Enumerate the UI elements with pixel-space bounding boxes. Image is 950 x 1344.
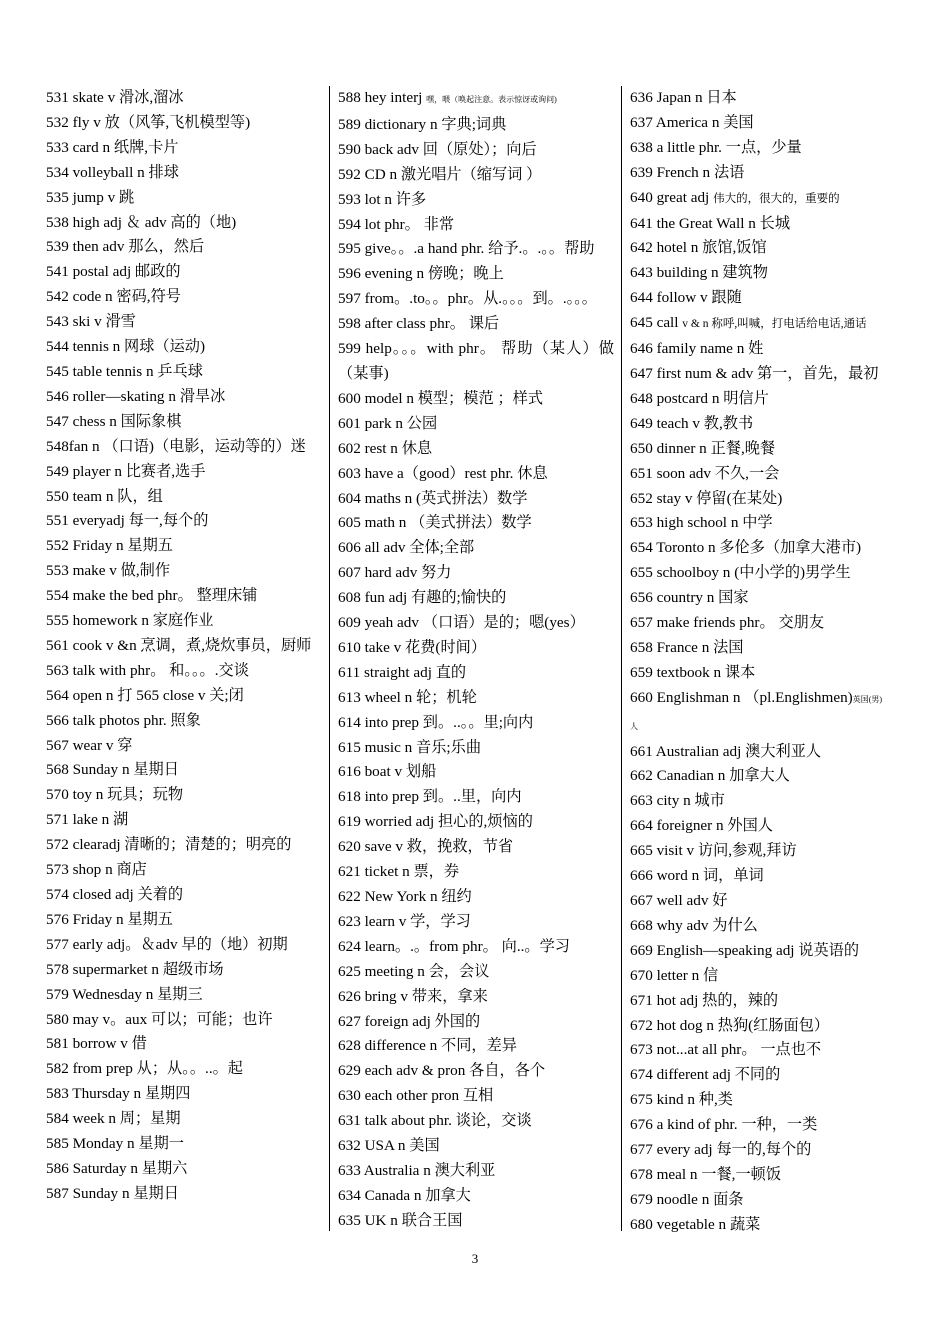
vocab-entry xyxy=(338,188,614,213)
vocab-entry xyxy=(630,814,906,839)
vocab-entry xyxy=(46,584,322,609)
vocab-entry-text: 533 card n 纸牌,卡片 xyxy=(46,138,179,156)
vocab-entry-text: 613 wheel n 轮；机轮 xyxy=(338,688,477,706)
vocab-entry-text: 582 from prep 从；从。。..。起 xyxy=(46,1060,243,1078)
vocab-entry-text: 549 player n 比赛者,选手 xyxy=(46,462,206,480)
vocab-entry-text: 616 boat v 划船 xyxy=(338,763,437,781)
vocab-entry-text: 639 French n 法语 xyxy=(630,163,745,181)
vocab-entry xyxy=(46,883,322,908)
vocab-entry-text: 583 Thursday n 星期四 xyxy=(46,1085,191,1103)
vocab-entry-text: 546 roller—skating n 滑旱冰 xyxy=(46,387,226,405)
vocab-entry-text: 618 into prep 到。..里，向内 xyxy=(338,788,522,806)
vocab-entry xyxy=(46,335,322,360)
vocab-entry xyxy=(46,285,322,310)
vocab-entry xyxy=(630,487,906,512)
vocab-entry xyxy=(46,1132,322,1157)
vocab-entry-text: 548fan n （口语)（电影，运动等的）迷 xyxy=(46,437,306,455)
vocab-entry xyxy=(630,311,906,337)
vocab-entry-text: 638 a little phr. 一点，少量 xyxy=(630,138,802,156)
vocab-entry xyxy=(338,1134,614,1159)
vocab-entry xyxy=(46,983,322,1008)
vocab-entry-text: 670 letter n 信 xyxy=(630,966,719,984)
vocab-entry xyxy=(338,1059,614,1084)
vocab-entry xyxy=(630,1088,906,1113)
vocab-entry xyxy=(338,412,614,437)
vocab-entry xyxy=(338,312,614,337)
vocab-entry-text: 597 from。.to。。phr。从.。。。到。.。。。 xyxy=(338,290,597,308)
vocab-entry-text: 595 give。。.a hand phr. 给予.。.。。帮助 xyxy=(338,240,595,258)
vocab-entry xyxy=(630,362,906,387)
vocab-entry xyxy=(46,410,322,435)
vocab-entry xyxy=(630,1138,906,1163)
vocab-entry-text: 664 foreigner n 外国人 xyxy=(630,817,773,835)
vocab-entry-text: 640 great adj xyxy=(630,188,714,206)
vocab-entry xyxy=(46,509,322,534)
vocab-entry xyxy=(46,86,322,111)
vocab-entry xyxy=(630,412,906,437)
vocab-entry xyxy=(630,1213,906,1238)
vocab-entry-text: 545 table tennis n 乒乓球 xyxy=(46,362,203,380)
vocab-entry-text: 577 early adj。＆adv 早的（地）初期 xyxy=(46,935,288,953)
vocab-entry-text: 660 Englishman n （pl.Englishmen) xyxy=(630,688,853,706)
vocab-entry xyxy=(630,511,906,536)
vocab-entry xyxy=(630,462,906,487)
vocab-entry xyxy=(338,213,614,238)
vocab-entry-text: 679 noodle n 面条 xyxy=(630,1190,744,1208)
vocab-entry-text: 674 different adj 不同的 xyxy=(630,1066,781,1084)
vocab-entry-text: 621 ticket n 票，券 xyxy=(338,863,460,881)
vocab-entry-text: 561 cook v &n 烹调，煮,烧炊事员，厨师 xyxy=(46,636,312,654)
vocab-entry-text: 553 make v 做,制作 xyxy=(46,562,171,580)
vocab-entry-text: 630 each other pron 互相 xyxy=(338,1087,494,1105)
vocab-entry xyxy=(630,337,906,362)
vocab-entry-text: 567 wear v 穿 xyxy=(46,736,133,754)
vocab-entry-text: 554 make the bed phr。 整理床铺 xyxy=(46,587,258,605)
vocab-entry-text: 608 fun adj 有趣的;愉快的 xyxy=(338,589,507,607)
vocab-entry xyxy=(630,236,906,261)
vocab-entry xyxy=(338,437,614,462)
vocab-entry-text: 627 foreign adj 外国的 xyxy=(338,1012,481,1030)
vocab-entry-text: 663 city n 城市 xyxy=(630,792,725,810)
vocab-entry-text: 672 hot dog n 热狗(红肠面包） xyxy=(630,1016,830,1034)
vocab-entry xyxy=(46,360,322,385)
column-divider xyxy=(621,86,622,1231)
vocab-entry xyxy=(338,387,614,412)
vocab-entry xyxy=(338,163,614,188)
vocab-entry xyxy=(46,385,322,410)
vocab-column-3 xyxy=(630,86,906,1231)
vocab-entry-text: 576 Friday n 星期五 xyxy=(46,910,173,928)
vocab-entry xyxy=(338,1084,614,1109)
vocab-entry-text: 647 first num & adv 第一，首先，最初 xyxy=(630,364,879,382)
vocab-entry-text: 637 America n 美国 xyxy=(630,113,754,131)
vocab-entry-text: 625 meeting n 会，会议 xyxy=(338,962,490,980)
vocab-entry-text: 619 worried adj 担心的,烦恼的 xyxy=(338,813,533,831)
vocab-entry-text: 564 open n 打 565 close v 关;闭 xyxy=(46,686,244,704)
vocab-column-1 xyxy=(46,86,322,1231)
vocab-entry-text: 658 France n 法国 xyxy=(630,638,744,656)
vocab-entry-text: 573 shop n 商店 xyxy=(46,861,147,879)
vocab-entry xyxy=(630,611,906,636)
vocab-entry xyxy=(630,713,906,740)
vocab-entry xyxy=(338,138,614,163)
vocab-entry-text: 633 Australia n 澳大利亚 xyxy=(338,1161,496,1179)
vocab-entry xyxy=(630,1038,906,1063)
vocab-entry-text: 607 hard adv 努力 xyxy=(338,564,452,582)
vocab-entry xyxy=(338,636,614,661)
vocab-entry-text: 656 country n 国家 xyxy=(630,589,749,607)
vocab-entry xyxy=(338,1159,614,1184)
vocab-entry-text: 676 a kind of phr. 一种，一类 xyxy=(630,1116,818,1134)
vocab-entry-text: 571 lake n 湖 xyxy=(46,811,129,829)
vocab-entry-text: 629 each adv & pron 各自，各个 xyxy=(338,1062,546,1080)
vocab-entry-text: 586 Saturday n 星期六 xyxy=(46,1159,188,1177)
vocab-entry xyxy=(630,136,906,161)
vocab-entry xyxy=(630,964,906,989)
vocab-entry xyxy=(630,1014,906,1039)
vocab-entry-text: 657 make friends phr。 交朋友 xyxy=(630,614,825,632)
vocab-entry-text: 604 maths n (英式拼法）数学 xyxy=(338,489,528,507)
vocab-entry xyxy=(46,684,322,709)
vocab-entry xyxy=(338,711,614,736)
vocab-entry-text: 542 code n 密码,符号 xyxy=(46,288,181,306)
vocab-entry xyxy=(338,561,614,586)
vocab-entry xyxy=(630,1113,906,1138)
vocab-entry-text: 624 learn。.。from phr。 向..。学习 xyxy=(338,937,570,955)
vocab-entry xyxy=(46,559,322,584)
vocab-entry xyxy=(46,933,322,958)
vocab-entry-text: 589 dictionary n 字典;词典 xyxy=(338,115,507,133)
vocab-entry-text: 587 Sunday n 星期日 xyxy=(46,1184,179,1202)
vocab-entry xyxy=(630,86,906,111)
vocab-entry-text: 568 Sunday n 星期日 xyxy=(46,761,179,779)
vocab-entry xyxy=(338,686,614,711)
vocab-entry-text: 643 building n 建筑物 xyxy=(630,264,768,282)
vocab-entry xyxy=(46,833,322,858)
vocab-entry-text: 578 supermarket n 超级市场 xyxy=(46,960,224,978)
vocab-entry xyxy=(46,460,322,485)
vocab-entry xyxy=(630,636,906,661)
vocab-entry xyxy=(338,935,614,960)
vocab-entry xyxy=(46,310,322,335)
vocab-entry xyxy=(630,212,906,237)
vocab-entry xyxy=(338,760,614,785)
vocab-entry xyxy=(338,736,614,761)
vocab-entry xyxy=(46,161,322,186)
vocab-entry xyxy=(46,659,322,684)
vocab-entry xyxy=(630,1163,906,1188)
page-number: 3 xyxy=(471,1251,479,1266)
vocab-entry xyxy=(46,858,322,883)
vocab-entry-text: 652 stay v 停留(在某处) xyxy=(630,489,783,507)
vocab-entry-text: 544 tennis n 网球（运动) xyxy=(46,338,206,356)
vocab-entry-text: 599 help。。。with phr。 帮助（某人）做（某事) xyxy=(338,340,614,382)
vocab-entry xyxy=(46,136,322,161)
vocab-entry-text: 615 music n 音乐;乐曲 xyxy=(338,738,482,756)
vocab-entry xyxy=(46,1032,322,1057)
vocab-entry-text: 667 well adv 好 xyxy=(630,892,728,909)
vocab-entry-text: 653 high school n 中学 xyxy=(630,514,773,532)
vocab-entry-text: 566 talk photos phr. 照象 xyxy=(46,711,201,729)
vocab-entry-text: 539 then adv 那么，然后 xyxy=(46,238,205,256)
vocab-entry xyxy=(338,1010,614,1035)
vocab-entry-text: 632 USA n 美国 xyxy=(338,1137,440,1155)
vocab-entry xyxy=(46,111,322,136)
vocab-entry-text: 585 Monday n 星期一 xyxy=(46,1135,184,1153)
vocab-entry xyxy=(338,960,614,985)
vocab-entry xyxy=(338,86,614,113)
vocab-entry xyxy=(46,235,322,260)
vocab-entry xyxy=(338,785,614,810)
vocab-entry-text: 532 fly v 放（风筝,飞机模型等) xyxy=(46,113,251,131)
vocab-entry-text: 649 teach v 教,教书 xyxy=(630,414,754,432)
vocab-entry-text: 648 postcard n 明信片 xyxy=(630,389,769,407)
vocab-entry-text: 550 team n 队，组 xyxy=(46,487,163,505)
vocab-column-2 xyxy=(338,86,614,1231)
vocab-entry-text: 602 rest n 休息 xyxy=(338,439,433,457)
vocab-entry-text: 555 homework n 家庭作业 xyxy=(46,612,214,630)
vocab-entry-text: 551 everyadj 每一,每个的 xyxy=(46,512,209,530)
vocab-entry-text: 581 borrow v 借 xyxy=(46,1035,147,1053)
vocab-entry-text: 626 bring v 带来，拿来 xyxy=(338,987,488,1005)
vocab-entry xyxy=(46,609,322,634)
vocab-entry xyxy=(46,808,322,833)
vocab-entry-text: 641 the Great Wall n 长城 xyxy=(630,214,791,232)
vocab-entry xyxy=(338,985,614,1010)
vocab-entry-definition: v & n 称呼,叫喊，打电话给电话,通话 xyxy=(682,318,867,331)
vocab-entry-text: 680 vegetable n 蔬菜 xyxy=(630,1215,761,1233)
vocab-entry xyxy=(338,810,614,835)
vocab-entry xyxy=(46,485,322,510)
vocab-entry-text: 605 math n （美式拼法）数学 xyxy=(338,514,532,532)
vocab-entry-text: 592 CD n 激光唱片（缩写词 ） xyxy=(338,165,542,183)
vocab-entry xyxy=(630,864,906,889)
vocab-entry-text: 644 follow v 跟随 xyxy=(630,289,742,307)
vocab-entry-text: 646 family name n 姓 xyxy=(630,340,764,358)
vocab-entry-text: 590 back adv 回（原处）；向后 xyxy=(338,140,537,158)
vocab-entry-text: 654 Toronto n 多伦多（加拿大港市) xyxy=(630,539,862,557)
vocab-entry-text: 534 volleyball n 排球 xyxy=(46,163,179,181)
vocab-entry xyxy=(630,561,906,586)
vocab-entry-text: 671 hot adj 热的，辣的 xyxy=(630,991,779,1009)
vocab-entry-text: 547 chess n 国际象棋 xyxy=(46,412,182,430)
vocab-entry xyxy=(46,1082,322,1107)
vocab-entry-text: 574 closed adj 关着的 xyxy=(46,886,184,903)
vocab-entry xyxy=(338,661,614,686)
vocab-entry xyxy=(46,734,322,759)
vocab-entry xyxy=(46,1182,322,1207)
vocab-entry-text: 580 may v。aux 可以；可能；也许 xyxy=(46,1010,273,1028)
vocab-entry xyxy=(630,437,906,462)
vocab-entry-text: 598 after class phr。 课后 xyxy=(338,315,500,333)
vocab-entry-text: 628 difference n 不同，差异 xyxy=(338,1037,517,1055)
vocab-entry-text: 642 hotel n 旅馆,饭馆 xyxy=(630,239,767,257)
vocab-entry xyxy=(338,910,614,935)
vocab-entry-text: 594 lot phr。 非常 xyxy=(338,215,455,233)
vocab-entry-text: 636 Japan n 日本 xyxy=(630,89,737,106)
vocab-entry xyxy=(46,634,322,659)
vocab-entry xyxy=(338,835,614,860)
vocab-entry-text: 659 textbook n 课本 xyxy=(630,663,756,681)
vocab-entry-text: 650 dinner n 正餐,晚餐 xyxy=(630,439,776,457)
vocab-entry-text: 651 soon adv 不久,一会 xyxy=(630,464,780,482)
vocab-entry xyxy=(46,783,322,808)
vocab-entry xyxy=(630,789,906,814)
vocab-entry-text: 606 all adv 全体;全部 xyxy=(338,539,475,557)
vocab-entry-text: 563 talk with phr。 和。。。.交谈 xyxy=(46,661,249,679)
vocab-entry xyxy=(338,462,614,487)
column-divider xyxy=(329,86,330,1231)
vocab-entry-text: 588 hey interj xyxy=(338,89,427,106)
vocab-entry-text: 570 toy n 玩具；玩物 xyxy=(46,786,184,804)
vocab-entry-text: 600 model n 模型；模范 ；样式 xyxy=(338,389,544,407)
vocab-entry-text: 609 yeah adv （口语）是的；嗯(yes） xyxy=(338,614,585,632)
vocab-entry xyxy=(338,511,614,536)
vocab-entry xyxy=(46,1107,322,1132)
vocab-entry xyxy=(338,611,614,636)
vocab-entry xyxy=(630,1188,906,1213)
vocab-entry-text: 584 week n 周；星期 xyxy=(46,1110,181,1128)
vocab-entry xyxy=(46,534,322,559)
vocab-entry-text: 614 into prep 到。..。。里;向内 xyxy=(338,713,534,731)
vocab-entry-text: 631 talk about phr. 谈论，交谈 xyxy=(338,1112,532,1130)
vocab-entry xyxy=(630,939,906,964)
vocab-entry xyxy=(630,1063,906,1088)
vocab-entry-text: 662 Canadian n 加拿大人 xyxy=(630,767,790,785)
vocab-entry-text: 611 straight adj 直的 xyxy=(338,663,467,681)
vocab-entry-definition: 伟大的，很大的，重要的 xyxy=(713,192,840,205)
vocab-entry xyxy=(46,260,322,285)
vocab-entry xyxy=(338,337,614,387)
vocab-entry-text: 603 have a（good）rest phr. 休息 xyxy=(338,464,548,482)
vocab-entry-text: 675 kind n 种,类 xyxy=(630,1091,733,1109)
vocab-entry xyxy=(338,287,614,312)
vocab-entry-note: 嘿，喂（唤起注意。表示惊讶或询问) xyxy=(426,95,557,104)
vocab-entry-note: 英国(男) xyxy=(852,694,883,704)
vocab-entry xyxy=(630,661,906,686)
vocab-entry-note: 人 xyxy=(630,721,638,731)
vocab-entry xyxy=(338,1184,614,1209)
vocab-entry-text: 620 save v 救，挽救，节省 xyxy=(338,838,514,856)
vocab-entry xyxy=(46,1008,322,1033)
vocab-entry-text: 635 UK n 联合王国 xyxy=(338,1211,463,1229)
vocab-entry xyxy=(630,889,906,914)
vocab-entry-text: 593 lot n 许多 xyxy=(338,190,427,208)
vocab-entry xyxy=(338,885,614,910)
vocab-entry xyxy=(338,237,614,262)
vocab-entry xyxy=(46,908,322,933)
vocab-entry-text: 531 skate v 滑冰,溜冰 xyxy=(46,89,184,106)
vocab-entry xyxy=(630,839,906,864)
vocab-entry-text: 610 take v 花费(时间） xyxy=(338,638,487,656)
vocab-entry-text: 596 evening n 傍晚；晚上 xyxy=(338,265,504,283)
vocab-entry-text: 543 ski v 滑雪 xyxy=(46,313,136,331)
vocab-entry-text: 579 Wednesday n 星期三 xyxy=(46,985,203,1003)
vocab-entry-text: 552 Friday n 星期五 xyxy=(46,537,173,555)
vocab-entry xyxy=(46,758,322,783)
vocab-entry xyxy=(338,1109,614,1134)
vocab-entry xyxy=(338,860,614,885)
vocab-entry xyxy=(630,764,906,789)
vocab-entry xyxy=(630,387,906,412)
vocab-entry-text: 541 postal adj 邮政的 xyxy=(46,263,181,281)
vocab-entry-text: 572 clearadj 清晰的；清楚的；明亮的 xyxy=(46,836,292,854)
vocab-entry-text: 665 visit v 访问,参观,拜访 xyxy=(630,842,797,860)
vocab-entry xyxy=(630,111,906,136)
vocab-entry-text: 666 word n 词，单词 xyxy=(630,867,764,885)
vocab-entry xyxy=(630,286,906,311)
vocab-entry-text: 661 Australian adj 澳大利亚人 xyxy=(630,742,822,760)
vocab-entry xyxy=(46,958,322,983)
vocab-entry xyxy=(630,686,906,713)
vocab-entry xyxy=(46,186,322,211)
vocab-entry-text: 669 English—speaking adj 说英语的 xyxy=(630,941,860,959)
vocab-entry xyxy=(338,262,614,287)
vocab-entry xyxy=(338,1209,614,1234)
vocab-entry-text: 645 call xyxy=(630,314,683,332)
vocab-entry xyxy=(630,989,906,1014)
vocab-entry-text: 678 meal n 一餐,一顿饭 xyxy=(630,1165,782,1183)
vocab-entry xyxy=(46,435,322,460)
vocab-entry xyxy=(338,586,614,611)
vocab-entry xyxy=(630,586,906,611)
vocab-entry xyxy=(46,1157,322,1182)
vocab-entry xyxy=(630,261,906,286)
vocab-entry-text: 601 park n 公园 xyxy=(338,414,438,432)
vocab-entry-text: 622 New York n 纽约 xyxy=(338,888,472,905)
vocab-entry xyxy=(630,536,906,561)
vocab-entry xyxy=(630,740,906,765)
vocab-entry xyxy=(630,161,906,186)
vocab-entry-text: 655 schoolboy n (中小学的)男学生 xyxy=(630,564,851,582)
vocab-entry-text: 623 learn v 学，学习 xyxy=(338,912,471,930)
vocab-entry-text: 677 every adj 每一的,每个的 xyxy=(630,1141,812,1159)
vocab-entry xyxy=(630,186,906,212)
vocab-entry xyxy=(338,1034,614,1059)
vocab-entry-text: 634 Canada n 加拿大 xyxy=(338,1186,471,1204)
vocab-entry xyxy=(46,211,322,236)
vocab-entry xyxy=(338,487,614,512)
vocab-entry-text: 538 high adj ＆ adv 高的（地) xyxy=(46,213,237,231)
vocab-entry xyxy=(338,536,614,561)
vocab-entry xyxy=(338,113,614,138)
vocab-entry-text: 535 jump v 跳 xyxy=(46,188,135,206)
vocab-entry xyxy=(46,1057,322,1082)
vocab-entry xyxy=(46,709,322,734)
vocab-entry-text: 668 why adv 为什么 xyxy=(630,916,758,934)
vocab-entry-text: 673 not...at all phr。 一点也不 xyxy=(630,1041,822,1059)
vocab-entry xyxy=(630,914,906,939)
